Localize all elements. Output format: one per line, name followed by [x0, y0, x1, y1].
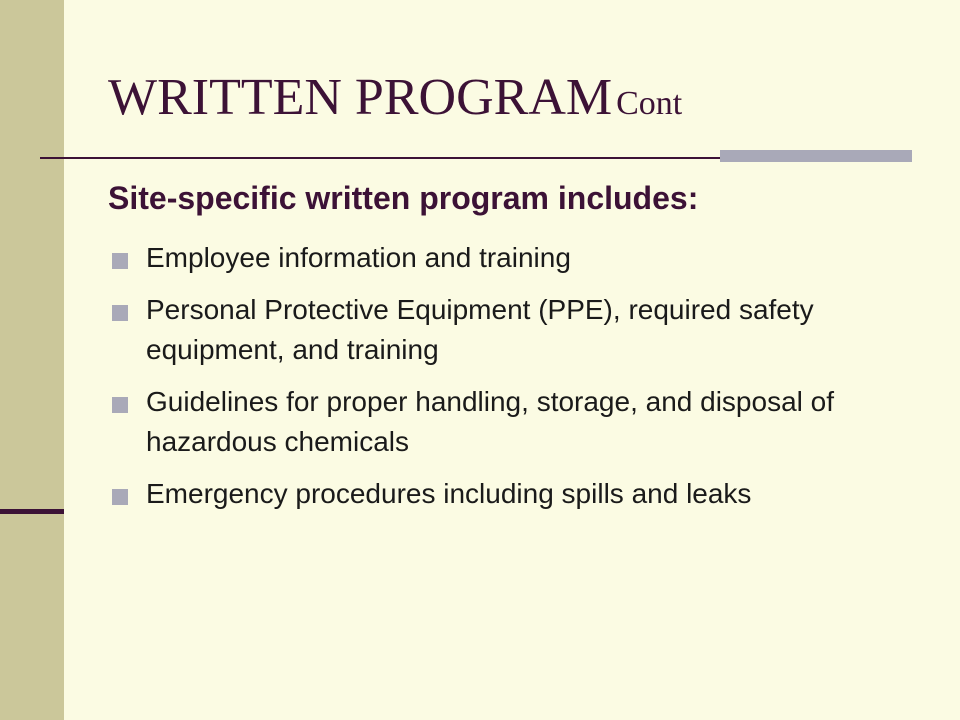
- title-divider-accent: [720, 150, 912, 162]
- slide-title-suffix: Cont: [616, 85, 683, 122]
- bullet-text: Guidelines for proper handling, storage, and disposal of hazardous chemicals: [146, 386, 834, 457]
- bullet-list: [112, 238, 932, 526]
- square-bullet-icon: [112, 305, 128, 321]
- square-bullet-icon: [112, 253, 128, 269]
- bullet-item: [112, 382, 932, 462]
- bullet-text: Employee information and training: [146, 242, 571, 273]
- left-sidebar-bar: [0, 0, 64, 720]
- square-bullet-icon: [112, 397, 128, 413]
- slide-title: [108, 68, 682, 127]
- slide-title-main: WRITTEN PROGRAM: [108, 69, 613, 126]
- left-accent-line: [0, 509, 64, 514]
- bullet-text: Personal Protective Equipment (PPE), required safety equipment, and training: [146, 294, 814, 365]
- square-bullet-icon: [112, 489, 128, 505]
- bullet-text: Emergency procedures including spills and leaks: [146, 478, 752, 509]
- slide-subtitle: Site-specific written program includes:: [108, 180, 699, 216]
- bullet-item: [112, 290, 932, 370]
- bullet-item: [112, 238, 932, 278]
- bullet-item: [112, 474, 932, 514]
